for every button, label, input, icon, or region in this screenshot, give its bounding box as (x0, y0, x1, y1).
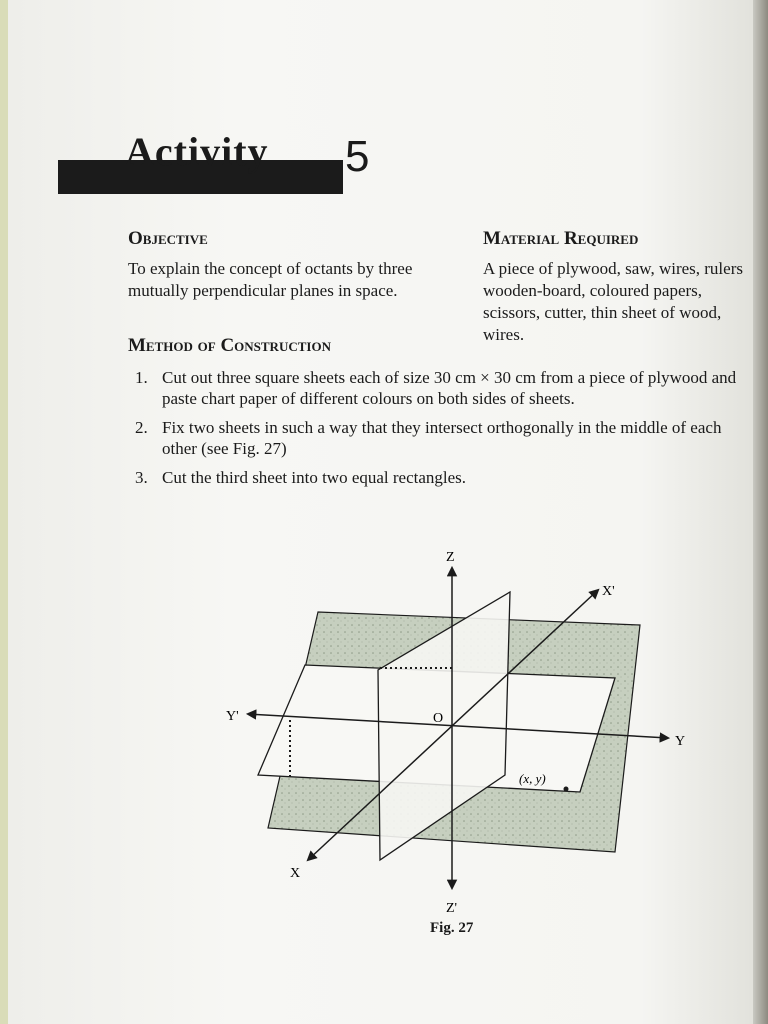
activity-number: 5 (345, 132, 370, 181)
step-1 (135, 367, 750, 409)
step-number: 2. (135, 418, 148, 437)
step-number: 3. (135, 468, 148, 487)
z-label: Z (446, 550, 455, 565)
page-left-edge (0, 0, 8, 1024)
activity-title: Activity (125, 129, 269, 174)
step-2 (135, 417, 750, 459)
x-prime-label: X' (602, 584, 615, 599)
octants-figure (220, 545, 700, 940)
material-heading: Material Required (483, 228, 639, 249)
z-prime-label: Z' (446, 901, 458, 916)
step-text: Cut the third sheet into two equal rectangles. (162, 468, 467, 487)
y-label: Y (675, 734, 686, 749)
point-marker (564, 787, 569, 792)
method-heading: Method of Construction (128, 335, 331, 356)
step-3 (135, 467, 750, 488)
step-text: Cut out three square sheets each of size 30 cm × 30 cm from a piece of plywood and paste chart paper of different colours on both sides of sheets. (162, 368, 737, 408)
step-number: 1. (135, 368, 148, 387)
origin-label: O (433, 711, 444, 726)
point-label: (x, y) (519, 771, 546, 786)
construction-steps (135, 367, 750, 496)
step-text: Fix two sheets in such a way that they intersect orthogonally in the middle of each other (see Fig. 27) (162, 418, 722, 458)
material-text: A piece of plywood, saw, wires, rulers wooden-board, coloured papers, scissors, cutter, thin sheet of wood, wires. (483, 259, 743, 344)
page-right-edge (753, 0, 768, 1024)
y-prime-label: Y' (226, 709, 239, 724)
figure-caption: Fig. 27 (430, 920, 474, 936)
objective-text: To explain the concept of octants by three mutually perpendicular planes in space. (128, 259, 413, 300)
x-label: X (290, 866, 301, 881)
objective-heading: Objective (128, 228, 208, 249)
